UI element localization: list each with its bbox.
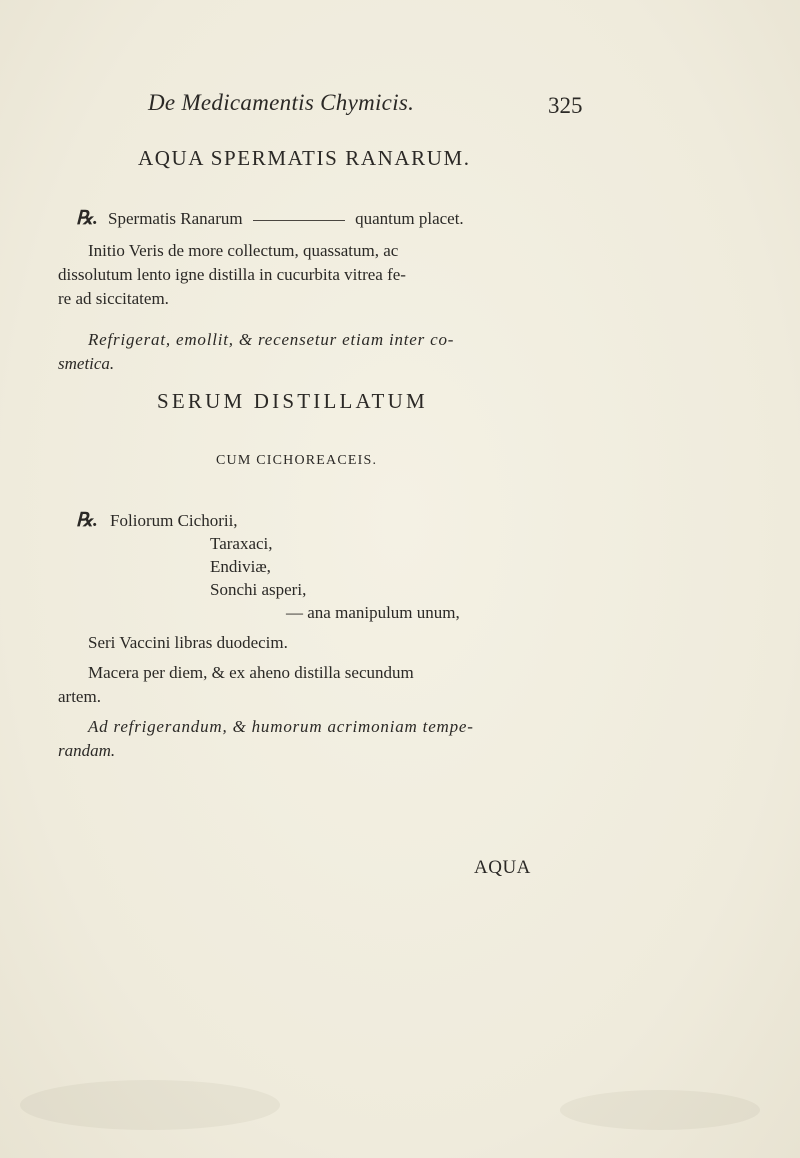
dose: — ana manipulum unum, (286, 603, 460, 622)
usage-line: Refrigerat, emollit, & recensetur etiam inter co- (88, 330, 455, 349)
ingredient: Foliorum Cichorii, (110, 511, 238, 530)
section-subtitle: CUM CICHOREACEIS. (216, 453, 378, 468)
recipe-sign: ℞. (76, 208, 98, 229)
ingredient: Endiviæ, (210, 557, 271, 576)
recipe-sign: ℞. (76, 510, 98, 531)
method-line: Macera per diem, & ex aheno distilla secundum (88, 663, 414, 682)
usage-line: Ad refrigerandum, & humorum acrimoniam tempe- (88, 717, 474, 736)
ingredient: Taraxaci, (210, 534, 273, 553)
page-stain (20, 1080, 280, 1130)
dash-rule (253, 220, 345, 221)
page-number: 325 (548, 93, 583, 118)
method-line: artem. (58, 687, 101, 706)
paragraph-line: Initio Veris de more collectum, quassatum, ac (88, 241, 399, 260)
recipe-line (76, 208, 464, 230)
section-title: AQUA SPERMATIS RANARUM. (138, 146, 471, 170)
usage-line: randam. (58, 741, 116, 760)
running-head: De Medicamentis Chymicis. (148, 90, 415, 115)
catchword: AQUA (474, 857, 531, 878)
ingredient: Sonchi asperi, (210, 580, 307, 599)
serum-line: Seri Vaccini libras duodecim. (88, 633, 288, 652)
quantity: quantum placet. (355, 209, 464, 228)
usage-line: smetica. (58, 354, 115, 373)
paragraph-line: dissolutum lento igne distilla in cucurbita vitrea fe- (58, 265, 406, 284)
page-stain (560, 1090, 760, 1130)
recipe-line (76, 510, 238, 532)
ingredient: Spermatis Ranarum (108, 209, 243, 228)
paragraph-line: re ad siccitatem. (58, 289, 169, 308)
section-title: SERUM DISTILLATUM (157, 389, 428, 413)
